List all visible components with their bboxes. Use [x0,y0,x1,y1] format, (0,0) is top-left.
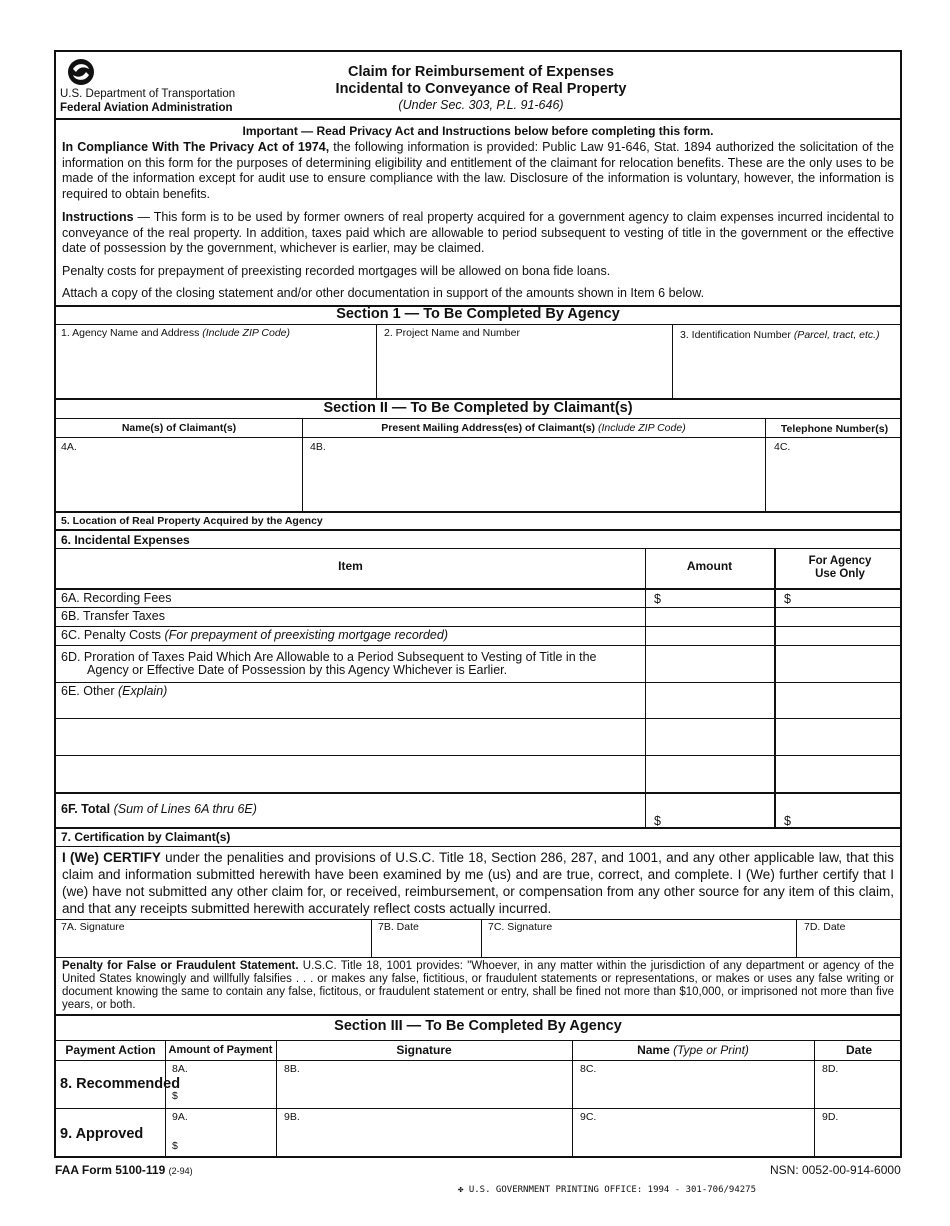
certify-lead: I (We) CERTIFY [62,850,161,865]
section2-title: Section II — To Be Completed by Claimant(s) [323,400,633,416]
divider [371,919,372,957]
proration-taxes-row-1: 6D. Proration of Taxes Paid Which Are Allowable to a Period Subsequent to Vesting of Title in the [61,650,597,664]
penalty-costs-note: Penalty costs for prepayment of preexisting recorded mortgages will be allowed on bona fide loans. [62,264,611,278]
section1-title: Section 1 — To Be Completed By Agency [336,306,620,322]
dept-name: U.S. Department of Transportation [60,88,236,100]
col-label: Present Mailing Address(es) of Claimant(s) [381,422,596,434]
total-row [61,802,257,817]
signature-9b-field[interactable]: 9B. [284,1111,300,1123]
col-telephone: Telephone Number(s) [780,423,889,435]
col-name [572,1043,814,1057]
penalty-statement [62,960,894,1012]
gpo-eagle-icon: ✤ [458,1185,464,1195]
divider [814,1040,815,1158]
penalty-lead: Penalty for False or Fraudulent Statement. [62,960,299,972]
total-agency[interactable]: $ [784,814,791,828]
col-agency-use-1: For Agency [808,555,872,567]
other-expenses-row [61,684,167,699]
divider [56,755,900,756]
date-7b-field[interactable]: 7B. Date [378,921,419,933]
instructions-paragraph [62,210,894,257]
divider [56,1040,900,1041]
privacy-lead: In Compliance With The Privacy Act of 1974, [62,140,330,154]
divider [56,1060,900,1061]
identification-number-field[interactable] [680,329,880,341]
item-label: 6F. Total [61,802,114,816]
form-number [55,1163,193,1177]
date-9d-field[interactable]: 9D. [822,1111,839,1123]
recording-fees-amount[interactable]: $ [654,592,661,606]
item-hint: (Sum of Lines 6A thru 6E) [113,802,257,816]
divider [56,418,900,419]
name-9c-field[interactable]: 9C. [580,1111,597,1123]
col-payment-action: Payment Action [65,1043,156,1057]
form-title-1: Claim for Reimbursement of Expenses [348,64,614,80]
field-hint: (Parcel, tract, etc.) [793,329,880,341]
attach-note: Attach a copy of the closing statement and/or other documentation in support of the amounts shown in Item 6 below. [62,286,705,300]
claimant-names-field[interactable]: 4A. [61,441,77,453]
col-hint: (Include ZIP Code) [595,422,686,434]
claim-form [54,50,902,1158]
col-date: Date [845,1043,872,1057]
divider [56,529,900,531]
recording-fees-row: 6A. Recording Fees [61,591,172,605]
form-date: (2-94) [168,1166,193,1176]
signature-7a-field[interactable]: 7A. Signature [61,921,125,933]
nsn-number: NSN: 0052-00-914-6000 [770,1163,901,1177]
divider [56,827,900,829]
col-item: Item [338,559,363,573]
divider [56,846,900,847]
date-8d-field[interactable]: 8D. [822,1063,839,1075]
name-8c-field[interactable]: 8C. [580,1063,597,1075]
divider [56,626,900,627]
dollar-8a: $ [172,1090,178,1102]
total-amount[interactable]: $ [654,814,661,828]
item-hint: (Explain) [117,684,168,698]
gpo-imprint [458,1185,756,1195]
field-label: 3. Identification Number [680,329,794,341]
divider [796,919,797,957]
col-amount-of-payment: Amount of Payment [168,1044,273,1056]
recommended-label: 8. Recommended [60,1076,181,1092]
section3-title: Section III — To Be Completed By Agency [334,1018,622,1034]
item-hint: (For prepayment of preexisting mortgage recorded) [164,628,448,642]
gpo-text: U.S. GOVERNMENT PRINTING OFFICE: 1994 - 301-706/94275 [468,1185,757,1195]
agency-name-address-field[interactable] [61,327,290,339]
divider [56,588,900,590]
amount-9a-field[interactable]: 9A. [172,1111,188,1123]
divider [672,324,673,398]
proration-taxes-row-2: Agency or Effective Date of Possession by this Agency Whichever is Earlier. [87,663,508,677]
divider [56,682,900,683]
form-title-2: Incidental to Conveyance of Real Property [335,81,627,97]
incidental-expenses-heading: 6. Incidental Expenses [61,533,190,547]
transfer-taxes-row: 6B. Transfer Taxes [61,609,165,623]
form-subtitle: (Under Sec. 303, P.L. 91-646) [398,98,564,112]
dollar-9a: $ [172,1140,178,1152]
recording-fees-agency[interactable]: $ [784,592,791,606]
divider [56,1014,900,1016]
col-amount: Amount [686,559,733,573]
mailing-address-field[interactable]: 4B. [310,441,326,453]
divider [165,1040,166,1158]
form-number-text: FAA Form 5100-119 [55,1163,166,1177]
divider [56,919,900,920]
field-hint: (Include ZIP Code) [202,327,290,339]
col-claimant-names: Name(s) of Claimant(s) [121,422,237,434]
important-note: Important — Read Privacy Act and Instructions below before completing this form. [242,124,714,138]
approved-label: 9. Approved [60,1126,144,1142]
certification-statement [62,849,894,917]
col-label: Name [637,1043,674,1057]
divider [56,437,900,438]
dot-logo-icon [67,58,95,86]
divider [276,1040,277,1158]
col-hint: (Type or Print) [673,1043,749,1057]
penalty-text: U.S.C. Title 18, 1001 provides: "Whoever, in any matter within the jurisdiction of any department or agency of the United States knowingly and willfully falsifies . . . or makes any false, fictitious, or fraudulent statements or representations, or makes or uses any false writing or document knowing the same to contain any false, fictitous, or fraudulent statement or entry, shall be fined not more than $10,000, or imprisoned not more than five years, or both. [62,960,894,1011]
telephone-field[interactable]: 4C. [774,441,791,453]
divider [376,324,377,398]
item-label: 6C. Penalty Costs [61,628,165,642]
divider [481,919,482,957]
divider [56,118,900,120]
privacy-paragraph [62,140,894,202]
divider [56,792,900,794]
agency-name: Federal Aviation Administration [60,102,233,114]
property-location-field[interactable]: 5. Location of Real Property Acquired by the Agency [61,515,323,527]
divider [56,607,900,608]
divider [56,1108,900,1109]
col-agency-use-2: Use Only [815,568,865,580]
field-label: 1. Agency Name and Address [61,327,203,339]
instructions-lead: Instructions [62,210,134,224]
col-mailing-address [302,422,765,434]
instructions-text: — This form is to be used by former owners of real property acquired for a government agency to claim expenses incurred incidental to conveyance of the real property. In addition, taxes paid which are allowable to period subsequent to vesting of title in the government or the effective date of possession by the government, whichever is earlier, may be claimed. [62,210,894,255]
item-label: 6E. Other [61,684,118,698]
divider [56,645,900,646]
divider [56,511,900,513]
divider [572,1040,573,1158]
signature-7c-field[interactable]: 7C. Signature [488,921,553,933]
divider [56,718,900,719]
divider [56,324,900,325]
signature-8b-field[interactable]: 8B. [284,1063,300,1075]
amount-8a-field[interactable]: 8A. [172,1063,188,1075]
date-7d-field[interactable]: 7D. Date [804,921,846,933]
privacy-text: the following information is provided: Public Law 91-646, Stat. 1894 authorized the solicitation of the information on this form for the purposes of determining eligibility and entitlement of the claimant for relocation benefits. These are the only uses to be made of the information except for audit use to ensure compliance with the law. Disclosure of the information is voluntary, however, the information is required to obtain benefits. [62,140,894,201]
penalty-costs-row [61,628,448,643]
divider [56,957,900,958]
certify-text: under the penalities and provisions of U.S.C. Title 18, Section 286, 287, and 1001, and any other applicable law, that this claim and information submitted herewith have been examined by me (us) and are true, correct, and complete. I (We) further certify that I (we) have not submitted any other claim for, or received, reimbursement, or compensation from any other source for any item of this claim, and that any receipts submitted herewith accurately reflect costs actually incurred. [62,850,894,916]
project-name-field[interactable]: 2. Project Name and Number [384,327,520,339]
col-signature: Signature [396,1043,452,1057]
certification-heading: 7. Certification by Claimant(s) [61,830,231,844]
